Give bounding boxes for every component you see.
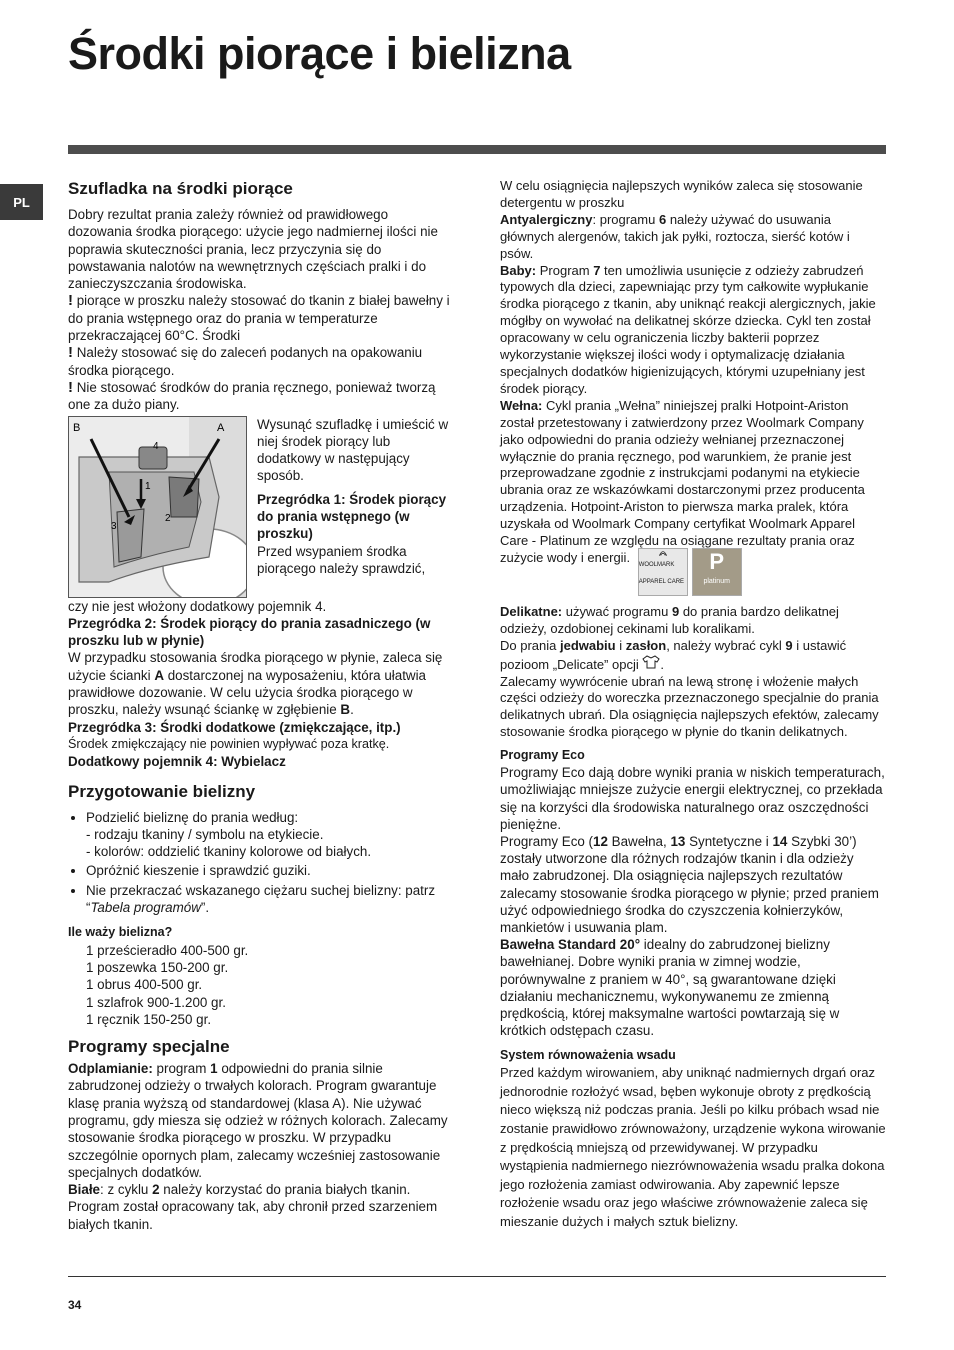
paragraph: W przypadku stosowania środka piorącego w płynie, zaleca się użycie ścianki A dostarczonej na wyposażeniu, która ułatwia prawidłowe dozowanie. W celu użycia środka piorącego w proszku, należy wsunąć ściankę w zgłębienie B. xyxy=(68,650,443,718)
paragraph: W celu osiągnięcia najlepszych wyników zaleca się stosowanie detergentu w proszku xyxy=(500,178,863,210)
warning-paragraph: ! Nie stosować środków do prania ręcznego, ponieważ tworzą one za dużo piany. xyxy=(68,378,436,413)
certification-logos xyxy=(638,548,742,596)
fig-label-2: 2 xyxy=(165,512,171,524)
fig-label-4: 4 xyxy=(153,440,159,452)
list-item: 1 poszewka 150-200 gr. xyxy=(86,959,229,975)
paragraph: Bawełna Standard 20° idealny do zabrudzonej bielizny bawełnianej. Dobre wyniki prania w zimnej wodzie, porównywalne z praniem w 40°, są gwarantowane dzięki działaniu mechanicznemu, wykonywanemu ze zmienną prędkością, której maksymalne wartości powtarzają się w krótkich odstępach czasu. xyxy=(500,937,840,1039)
list-item: • Nie przekraczać wskazanego ciężaru suchej bielizny: patrz “Tabela programów”. xyxy=(86,882,454,917)
shirt-icon xyxy=(642,657,660,672)
compartment-3-heading: Przegródka 3: Środki dodatkowe (zmiękczające, itp.) xyxy=(68,719,401,735)
weight-heading: Ile waży bielizna? xyxy=(68,925,173,940)
list-item: 1 ręcznik 150-250 gr. xyxy=(86,1011,212,1027)
warning-paragraph: ! piorące w proszku należy stosować do tkanin z białej bawełny i do prania wstępnego oraz do prania w temperaturze przekraczającej 60°C. Środki xyxy=(68,292,450,344)
list-item: 1 obrus 400-500 gr. xyxy=(86,977,203,993)
warning-icon: ! xyxy=(68,292,73,310)
fig-label-a: A xyxy=(217,421,225,434)
paragraph: Wysunąć szufladkę i umieścić w niej środek piorący lub dodatkowy w następujący sposób. xyxy=(257,416,449,484)
paragraph: Wełna: Cykl prania „Wełna” niniejszej pralki Hotpoint-Ariston został przetestowany i zatwierdzony przez Woolmark Company jako odpowiedni do prania odzieży wełnianej przeznaczonej wyłącznie do prania ręcznego, pod warunkiem, że pranie jest przeprowadzane zgodnie z instrukcjami podanymi na etykiecie ubrania oraz ze wskazówkami dostarczonymi przez producenta urządzenia. Hotpoint-Ariston to pierwsza marka pralek, która uzyskała od Woolmark Company certyfikat Woolmark Apparel Care - Platinum ze względu na osiągane rezultaty prania oraz zużycie wody i energii. WOOLMARK APPAREL CARE P platinum xyxy=(500,398,886,596)
list-item: 1 szlafrok 900-1.200 gr. xyxy=(86,994,226,1010)
paragraph: Antyalergiczny: programu 6 należy używać do usuwania głównych alergenów, takich jak pyłki, roztocza, sierść kotów i psów. xyxy=(500,211,850,261)
warning-icon: ! xyxy=(68,344,73,362)
section-heading-prep: Przygotowanie bielizny xyxy=(68,781,256,801)
footer-rule xyxy=(68,1276,886,1277)
compartment-2-heading: Przegródka 2: Środek piorący do prania zasadniczego (w proszku lub w płynie) xyxy=(68,615,431,649)
section-heading-special: Programy specjalne xyxy=(68,1037,230,1057)
paragraph: Odplamianie: program 1 odpowiedni do prania silnie zabrudzonej odzieży o trwałych kolorach. Program gwarantuje klasę prania wyższą od standardowej (klasa A). Nie używać programu, gdy miesza się odzież w różnych kolorach. Zalecamy stosowanie środka piorącego w proszku. W przypadku szczególnie opornych plam, zalecamy wcześniej zastosowanie specjalnych dodatków. xyxy=(68,1061,448,1180)
paragraph: Przed każdym wirowaniem, aby uniknąć nadmiernych drgań oraz jednorodnie rozłożyć wsad, bęben wykonuje obroty z prędkością nieco większą niż podczas prania. Jeśli po kilku próbach wsad nie zostanie prawidłowo zrównoważony, urządzenie wykona wirowanie z prędkością mniejszą od przewidywanej. W przypadku wystąpienia nadmiernego niezrównoważenia wsadu pralka dokona jego rozłożenia zamiast odwirowania. Aby zapewnić lepsze rozłożenie wsadu oraz jego właściwe zrównoważenie zaleca się mieszanie dużych i małych sztuk bielizny. xyxy=(500,1065,886,1229)
platinum-logo-icon: P platinum xyxy=(692,548,742,596)
paragraph: Programy Eco dają dobre wyniki prania w niskich temperaturach, umożliwiając mniejsze zużycie energii elektrycznej, co przekłada się na korzyści dla środowiska naturalnego oraz oszczędności pieniężne. xyxy=(500,765,885,832)
detergent-drawer-illustration xyxy=(68,416,247,598)
page-title: Środki piorące i bielizna xyxy=(68,28,571,79)
eco-heading: Programy Eco xyxy=(500,748,585,763)
paragraph: czy nie jest włożony dodatkowy pojemnik 4. xyxy=(68,598,327,614)
compartment-4-heading: Dodatkowy pojemnik 4: Wybielacz xyxy=(68,754,286,770)
prep-list xyxy=(68,809,454,917)
list-item: • Opróżnić kieszenie i sprawdzić guziki. xyxy=(86,862,454,879)
page-number: 34 xyxy=(68,1298,82,1312)
warning-paragraph: ! Należy stosować się do zaleceń podanych na opakowaniu środka piorącego. xyxy=(68,344,423,378)
fig-label-1: 1 xyxy=(145,480,151,492)
fig-label-3: 3 xyxy=(111,520,117,532)
paragraph: Programy Eco (12 Bawełna, 13 Syntetyczne i 14 Szybki 30’) zostały utworzone dla różnych rodzajów tkanin i dla odzieży mało zabrudzonej. Dla osiągnięcia najlepszych rezultatów zalecamy stosowanie środka piorącego w płynie; przed praniem użyć odpowiedniego środka do czyszczenia kołnierzyków, mankietów i usuwania plam. xyxy=(500,833,879,935)
drawer-figure-text xyxy=(257,416,454,598)
paragraph: Zalecamy wywrócenie ubrań na lewą stronę i włożenie małych części odzieży do woreczka przeznaczonego specjalnie do prania delikatnych ubrań. Dla osiągnięcia najlepszych efektów, zalecamy stosowanie środka piorącego w płynie do tkanin delikatnych. xyxy=(500,673,879,740)
list-item: • Podzielić bieliznę do prania według: - rodzaju tkaniny / symbolu na etykiecie. - kolorów: oddzielić tkaniny kolorowe od białych. xyxy=(86,809,454,861)
paragraph: Baby: Program 7 ten umożliwia usunięcie z odzieży zabrudzeń typowych dla dzieci, zapewniając przy tym całkowite wypłukanie środka piorącego z tkanin, aby uniknąć reakcji alergicznych, jakie mógłby on wywołać na delikatnej skórze dziecka. Cykl ten został opracowany w celu ograniczenia liczby bakterii poprzez wykorzystanie większej ilości wody i optymalizację działania specjalnych dodatków higienizujących, którymi uzupełniany jest środek piorący. xyxy=(500,262,876,396)
warning-icon: ! xyxy=(68,378,73,396)
section-heading-drawer: Szufladka na środki piorące xyxy=(68,179,293,198)
right-column xyxy=(500,178,886,1232)
compartment-1-heading: Przegródka 1: Środek piorący do prania wstępnego (w proszku) xyxy=(257,491,447,542)
balance-heading: System równoważenia wsadu xyxy=(500,1048,676,1063)
fig-label-b: B xyxy=(73,421,81,434)
woolmark-logo-icon: WOOLMARK APPAREL CARE xyxy=(638,548,688,596)
drawer-figure-block xyxy=(68,416,454,598)
list-item: 1 prześcieradło 400-500 gr. xyxy=(86,942,249,958)
paragraph: Dobry rezultat prania zależy również od prawidłowego dozowania środka piorącego: użycie jego nadmiernej ilości nie poprawia skuteczności prania, lecz przyczynia się do powstawania nalotów na wewnętrznych częściach pralki i do zanieczyszczania środowiska. xyxy=(68,207,438,292)
title-rule xyxy=(68,145,886,154)
paragraph: Do prania jedwabiu i zasłon, należy wybrać cykl 9 i ustawić pozioom „Delicate” opcji . xyxy=(500,637,847,672)
paragraph: Delikatne: używać programu 9 do prania bardzo delikatnej odzieży, ozdobionej cekinami lub koralikami. xyxy=(500,603,839,636)
left-column xyxy=(68,178,454,1233)
weight-list xyxy=(68,942,454,1028)
paragraph: Środek zmiękczający nie powinien wypływać poza kratkę. xyxy=(68,736,390,751)
paragraph: Przed wsypaniem środka piorącego należy sprawdzić, xyxy=(257,543,426,576)
paragraph: Białe: z cyklu 2 należy korzystać do prania białych tkanin. Program został opracowany tak, aby chronił przed szarzeniem białych tkanin. xyxy=(68,1182,438,1232)
language-tab: PL xyxy=(0,184,43,220)
